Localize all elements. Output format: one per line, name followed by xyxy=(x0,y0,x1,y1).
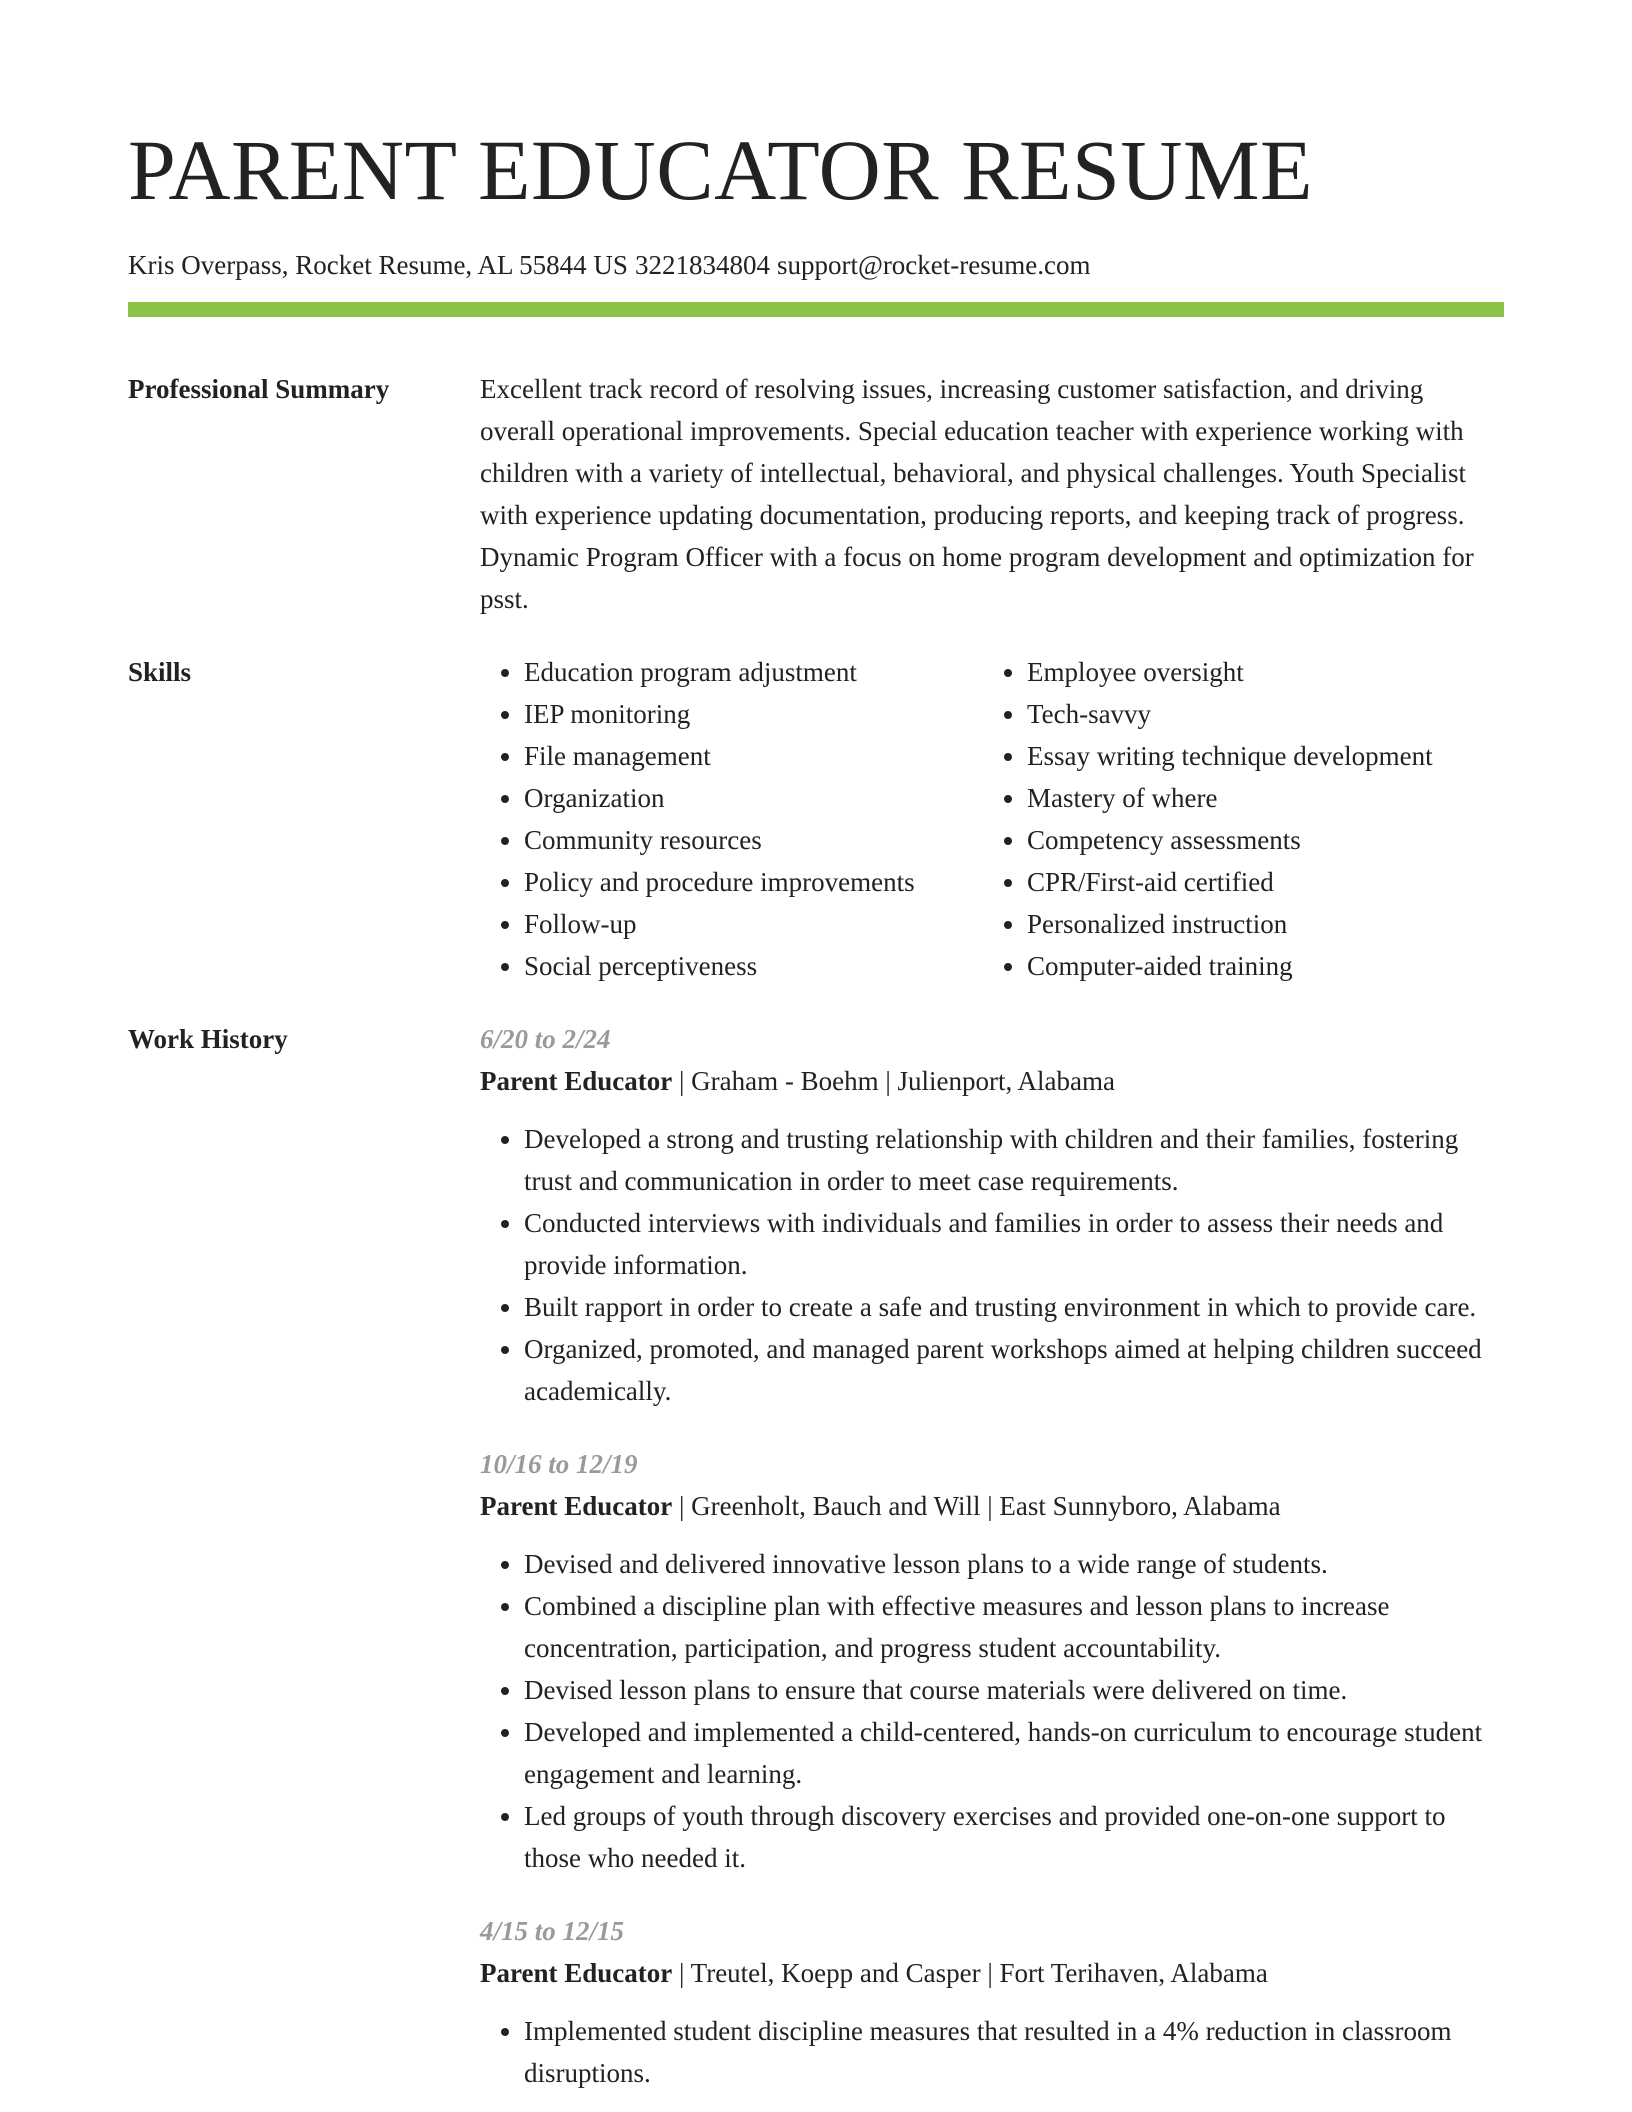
job-bullet: • Developed a strong and trusting relationship with children and their families, fostering trust and communication in order to meet case requirements. xyxy=(524,1118,1504,1202)
skill-item: • Competency assessments xyxy=(1027,819,1504,861)
job-dates: 6/20 to 2/24 xyxy=(480,1024,611,1054)
skill-item: • Tech-savvy xyxy=(1027,693,1504,735)
job-bullet: • Organized, promoted, and managed parent workshops aimed at helping children succeed academically. xyxy=(524,1328,1504,1412)
skills-heading: Skills xyxy=(128,657,192,687)
skill-item: • Organization xyxy=(524,777,983,819)
job-bullet: • Developed and implemented a child-centered, hands-on curriculum to encourage student engagement and learning. xyxy=(524,1711,1504,1795)
contact-address: Kris Overpass, Rocket Resume, AL 55844 US xyxy=(128,250,628,280)
work-history-section xyxy=(128,1018,1504,2094)
job-bullets xyxy=(480,1118,1504,1412)
job-bullet: • Led groups of youth through discovery exercises and provided one-on-one support to those who needed it. xyxy=(524,1795,1504,1879)
job-bullet: • Conducted interviews with individuals and families in order to assess their needs and provide information. xyxy=(524,1202,1504,1286)
job-heading xyxy=(480,1060,1504,1102)
job-entry xyxy=(480,1910,1504,2094)
job-heading xyxy=(480,1952,1504,1994)
job-separator: | xyxy=(678,1491,692,1521)
job-entry xyxy=(480,1443,1504,1879)
job-bullet: • Implemented student discipline measures that resulted in a 4% reduction in classroom disruptions. xyxy=(524,2010,1504,2094)
contact-line xyxy=(128,248,1504,282)
resume-page xyxy=(128,0,1504,2094)
job-bullet: • Built rapport in order to create a safe and trusting environment in which to provide care. xyxy=(524,1286,1504,1328)
skill-item: • IEP monitoring xyxy=(524,693,983,735)
skills-list-right xyxy=(983,651,1504,987)
skill-item: • Education program adjustment xyxy=(524,651,983,693)
job-bullet: • Devised and delivered innovative lesson plans to a wide range of students. xyxy=(524,1543,1504,1585)
skill-item: • Essay writing technique development xyxy=(1027,735,1504,777)
skill-item: • Personalized instruction xyxy=(1027,903,1504,945)
job-employer: Graham - Boehm xyxy=(691,1066,879,1096)
skill-item: • Employee oversight xyxy=(1027,651,1504,693)
job-bullet: • Devised lesson plans to ensure that course materials were delivered on time. xyxy=(524,1669,1504,1711)
job-employer: Greenholt, Bauch and Will xyxy=(691,1491,981,1521)
job-location: East Sunnyboro, Alabama xyxy=(999,1491,1281,1521)
job-separator: | xyxy=(678,1066,692,1096)
summary-text: Excellent track record of resolving issues, increasing customer satisfaction, and driving overall operational improvements. Special education teacher with experience working with children with a variety of intellectual, behavioral, and physical challenges. Youth Specialist with experience updating documentation, producing reports, and keeping track of progress. Dynamic Program Officer with a focus on home program development and optimization for psst. xyxy=(480,374,1474,614)
work-history-heading: Work History xyxy=(128,1024,288,1054)
job-employer: Treutel, Koepp and Casper xyxy=(690,1958,981,1988)
job-bullet: • Combined a discipline plan with effective measures and lesson plans to increase concentration, participation, and progress student accountability. xyxy=(524,1585,1504,1669)
skill-item: • Community resources xyxy=(524,819,983,861)
skill-item: • Social perceptiveness xyxy=(524,945,983,987)
job-title: Parent Educator xyxy=(480,1958,673,1988)
contact-email: support@rocket-resume.com xyxy=(776,250,1091,280)
job-dates: 4/15 to 12/15 xyxy=(480,1916,625,1946)
skill-item: • CPR/First-aid certified xyxy=(1027,861,1504,903)
resume-title: PARENT EDUCATOR RESUME xyxy=(128,122,1313,218)
job-separator: | xyxy=(678,1958,691,1988)
job-dates: 10/16 to 12/19 xyxy=(480,1449,638,1479)
skills-list-left xyxy=(480,651,983,987)
skills-section xyxy=(128,651,1504,987)
job-heading xyxy=(480,1485,1504,1527)
skills-columns xyxy=(480,651,1504,987)
job-location: Fort Terihaven, Alabama xyxy=(999,1958,1268,1988)
job-entry xyxy=(480,1018,1504,1412)
job-bullets xyxy=(480,1543,1504,1879)
skill-item: • File management xyxy=(524,735,983,777)
work-history-entries xyxy=(480,1018,1504,2094)
skill-item: • Mastery of where xyxy=(1027,777,1504,819)
summary-section xyxy=(128,368,1504,620)
job-title: Parent Educator xyxy=(480,1491,673,1521)
skill-item: • Follow-up xyxy=(524,903,983,945)
job-separator: | xyxy=(987,1958,1000,1988)
job-separator: | xyxy=(885,1066,898,1096)
skill-item: • Computer-aided training xyxy=(1027,945,1504,987)
contact-phone: 3221834804 xyxy=(634,250,770,280)
job-separator: | xyxy=(987,1491,1000,1521)
job-bullets xyxy=(480,2010,1504,2094)
job-location: Julienport, Alabama xyxy=(897,1066,1115,1096)
summary-heading: Professional Summary xyxy=(128,374,390,404)
accent-divider xyxy=(128,302,1504,317)
job-title: Parent Educator xyxy=(480,1066,673,1096)
skill-item: • Policy and procedure improvements xyxy=(524,861,983,903)
